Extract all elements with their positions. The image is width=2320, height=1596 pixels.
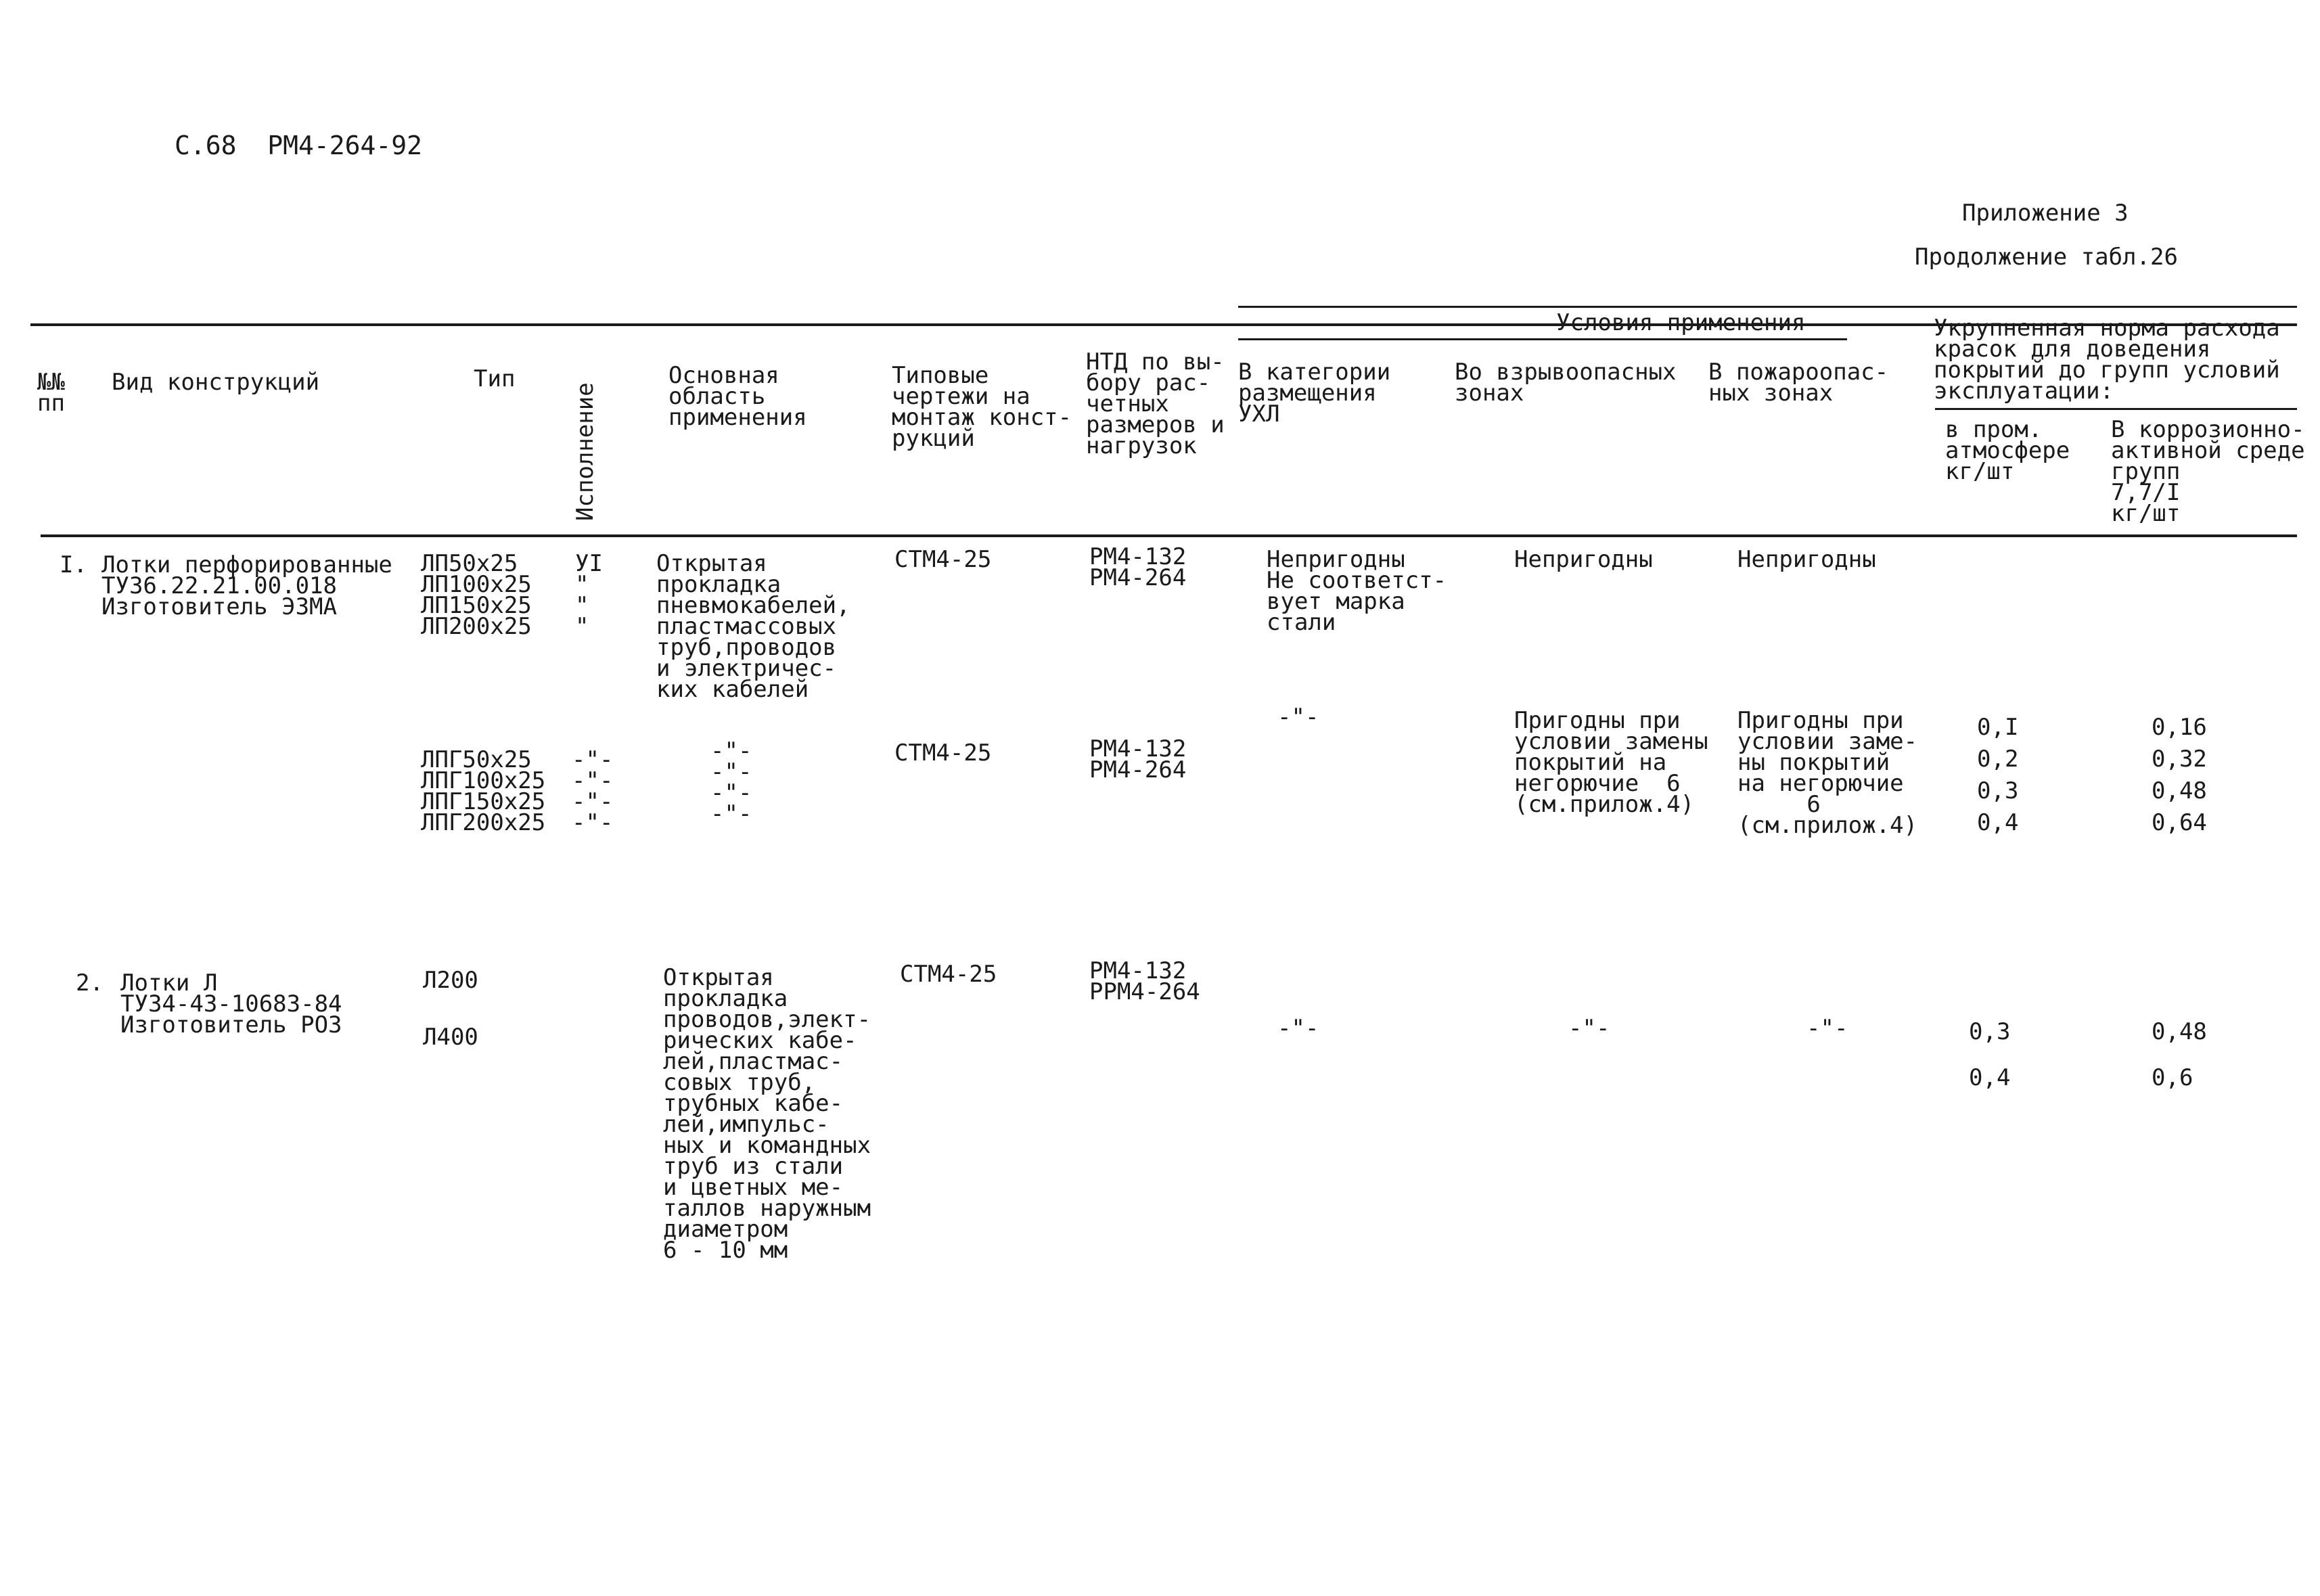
row2-placement: -"- [1277, 1015, 1319, 1042]
row1-explosive-b: Пригодны при условии замены покрытий на негорючие 6 (см.прилож.4) [1514, 707, 1708, 818]
header-placement: В категории размещения УХЛ [1238, 359, 1391, 428]
row1-ntd-b: РМ4-132 РМ4-264 [1089, 735, 1187, 783]
row2-area: Открытая прокладка проводов,элект- рических кабе- лей,пластмас- совых труб, трубных кабе- лей,импульс- ных и командных труб из стали и цветных ме- таллов наружным диаметром 6 - 10 мм [663, 964, 871, 1264]
row1-area: Открытая прокладка пневмокабелей, пластмассовых труб,проводов и электричес- ких кабелей [656, 550, 850, 703]
header-drawings: Типовые чертежи на монтаж конст- рукций [892, 362, 1072, 452]
header-norms-group: Укрупненная норма расхода красок для доведения покрытий до групп условий эксплуатации: [1934, 315, 2280, 405]
row2-corrosive-1: 0,48 [2152, 1018, 2207, 1045]
row2-drawings: СТМ4-25 [900, 961, 997, 988]
row1-exec-b: -"- -"- -"- -"- [572, 746, 614, 836]
row1-exec-a: УI " " " [575, 550, 603, 640]
row1-fire-a: Непригодны [1737, 546, 1876, 573]
row1-types-b: ЛПГ50x25 ЛПГ100x25 ЛПГ150x25 ЛПГ200x25 [421, 746, 546, 836]
row2-ntd: РМ4-132 РРМ4-264 [1089, 957, 1200, 1005]
row1-placement-a: Непригодны Не соответст- вует марка стали [1267, 546, 1447, 636]
page-header: С.68 РМ4-264-92 [175, 131, 423, 160]
row1-drawings-b: СТМ4-25 [894, 739, 992, 767]
row1-explosive-a: Непригодны [1514, 546, 1653, 573]
row2-explosive: -"- [1568, 1015, 1610, 1042]
continuation-label: Продолжение табл.26 [1915, 244, 2178, 271]
header-kind: Вид конструкций [112, 369, 320, 396]
row1-drawings-a: СТМ4-25 [894, 546, 992, 573]
header-conditions-group: Условия применения [1556, 309, 1806, 336]
row1-num: I. [60, 551, 87, 578]
row2-industrial-1: 0,3 [1969, 1018, 2011, 1045]
header-execution: Исполнение [572, 382, 599, 521]
row1-kind: Лотки перфорированные ТУ36.22.21.00.018 Изготовитель ЭЗМА [101, 551, 392, 620]
header-explosive: Во взрывоопасных зонах [1455, 359, 1677, 407]
row2-num: 2. [76, 970, 104, 997]
appendix-label: Приложение 3 [1962, 200, 2129, 227]
header-ntd: НТД по вы- бору рас- четных размеров и нагрузок [1086, 348, 1225, 459]
header-bottom-rule [41, 534, 2297, 537]
row2-kind: Лотки Л ТУ34-43-10683-84 Изготовитель РОЗ [120, 970, 342, 1039]
header-industrial: в пром. атмосфере кг/шт [1945, 416, 2070, 485]
row1-industrial: 0,I 0,2 0,3 0,4 [1977, 714, 2019, 836]
header-fire: В пожароопас- ных зонах [1708, 359, 1889, 407]
header-corrosive: В коррозионно- активной среде групп 7,7/I кг/шт [2111, 416, 2305, 527]
norms-underline [1935, 408, 2297, 410]
row1-area-b: -"- -"- -"- -"- [710, 737, 752, 827]
header-type: Тип [474, 365, 516, 392]
header-num: №№ пп [37, 369, 65, 417]
row1-corrosive: 0,16 0,32 0,48 0,64 [2152, 714, 2207, 836]
row2-corrosive-2: 0,6 [2152, 1064, 2193, 1091]
row1-ntd-a: РМ4-132 РМ4-264 [1089, 543, 1187, 591]
header-area: Основная область применения [668, 362, 807, 431]
row2-type-1: Л200 [423, 967, 478, 994]
row1-fire-b: Пригодны при условии заме- ны покрытий на негорючие 6 (см.прилож.4) [1737, 707, 1918, 839]
row2-industrial-2: 0,4 [1969, 1064, 2011, 1091]
row2-fire: -"- [1806, 1015, 1848, 1042]
conditions-underline [1238, 338, 1847, 340]
row1-types-a: ЛП50x25 ЛП100x25 ЛП150x25 ЛП200x25 [421, 550, 532, 640]
row1-placement-b: -"- [1277, 704, 1319, 731]
conditions-group-rule [1238, 306, 2297, 308]
row2-type-2: Л400 [423, 1024, 478, 1051]
